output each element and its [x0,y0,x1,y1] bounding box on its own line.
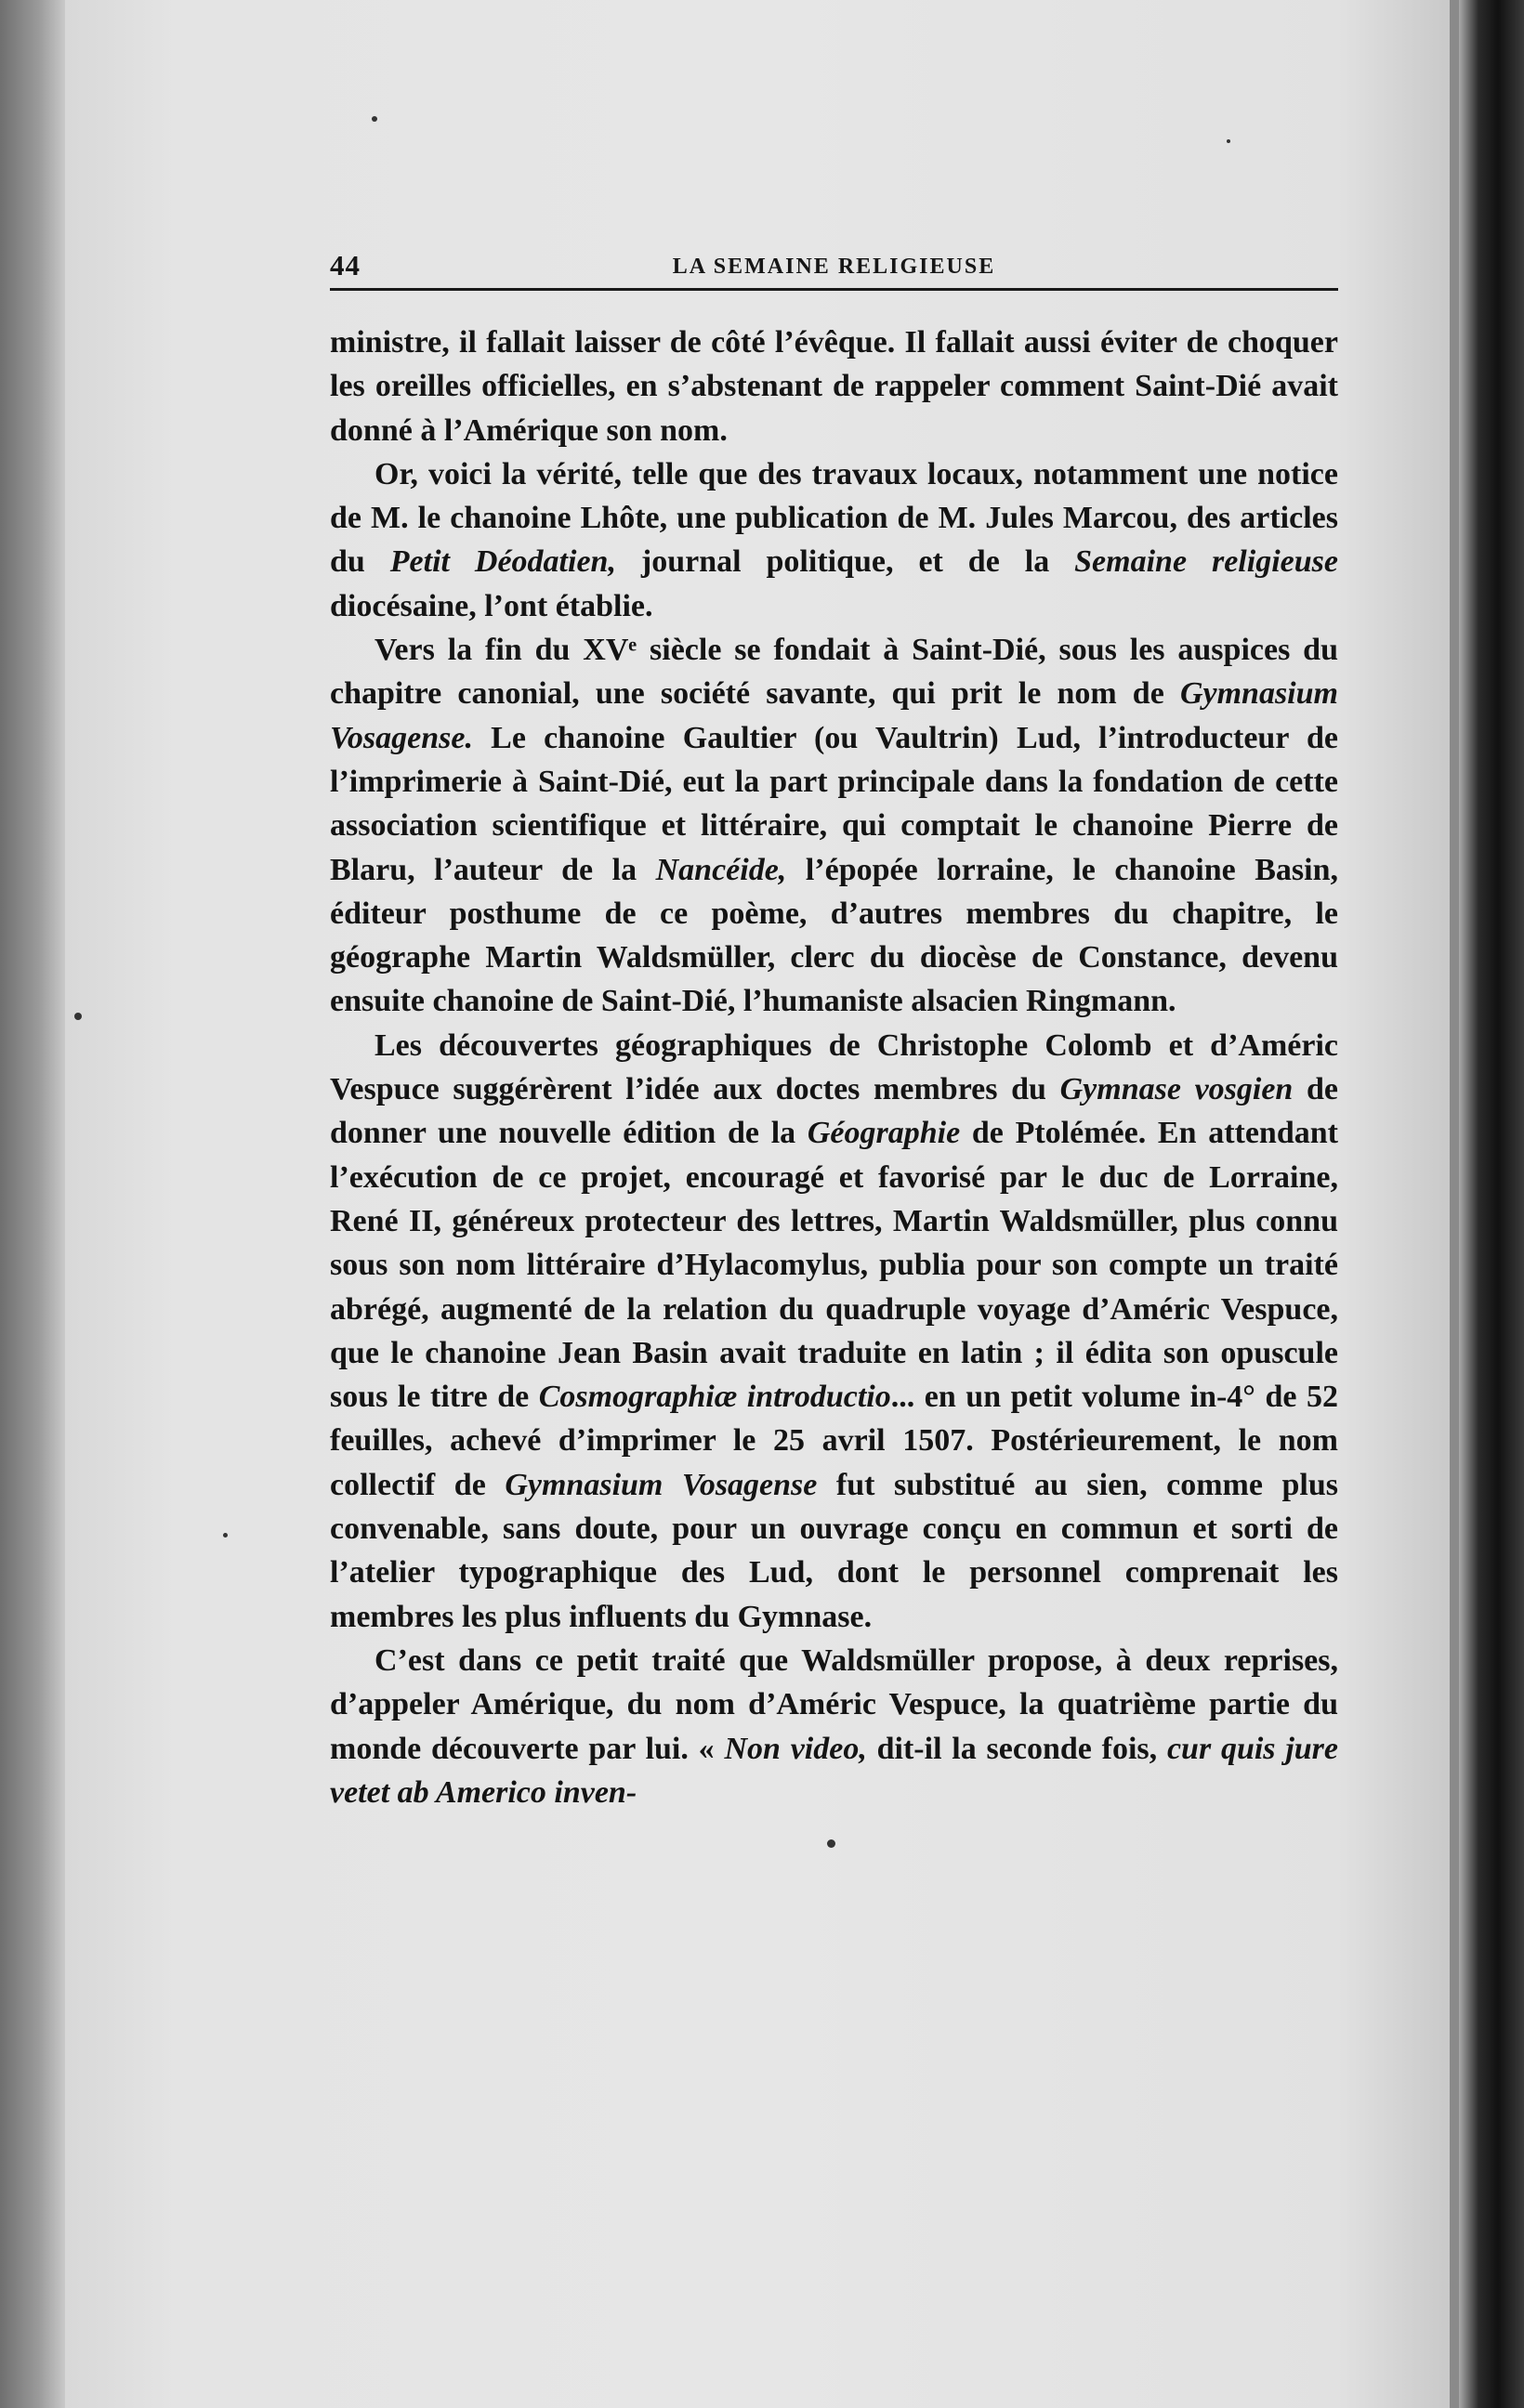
paragraph [330,1639,1338,1814]
page-number: 44 [330,249,361,281]
italic-text: Nancéide, [655,852,787,887]
text-segment: Le chanoine Gaultier (ou Vaultrin) Lud, l’introducteur de l’imprimerie à Saint-Dié, eut la part principale dans la fondation de cette association scientifique et littéraire, qui comptait le chanoine Pierre de Blaru, l’auteur de la [330,720,1338,887]
paragraph [330,321,1338,452]
italic-text: Cosmographiæ introductio [538,1380,891,1415]
paragraph [330,1024,1338,1639]
text-segment: Or, voici la vérité, telle que des travaux locaux, notamment une notice de M. le chanoine Lhôte, une publication de M. Jules Marcou, des articles du [330,456,1338,580]
text-segment: l’épopée lorraine, le chanoine Basin, éditeur posthume de ce poème, d’autres membres du chapitre, le géographe Martin Waldsmüller, clerc du diocèse de Constance, devenu ensuite chanoine de Saint-Dié, l’humaniste alsacien Ringmann. [330,852,1338,1019]
text-segment: dit-il la seconde fois, [866,1731,1167,1766]
italic-text: Gymnasium Vosagense [505,1467,818,1502]
body-text [330,321,1338,1814]
italic-text: Semaine religieuse [1074,544,1338,580]
italic-text: Petit Déodatien, [389,544,616,580]
text-segment: ministre, il fallait laisser de côté l’évêque. Il fallait aussi éviter de choquer les oreilles officielles, en s’abstenant de rappeler comment Saint-Dié avait donné à l’Amérique son nom. [330,325,1338,448]
italic-text: Gymnase vosgien [1059,1072,1294,1107]
running-head: LA SEMAINE RELIGIEUSE [672,255,996,279]
page-header [330,249,1338,291]
text-segment: de Ptolémée. En attendant l’exécution de ce projet, encouragé et favorisé par le duc de Lorraine, René II, généreux protecteur des lettres, Martin Waldsmüller, plus connu sous son nom littéraire d’Hylacomylus, publia pour son compte un traité abrégé, augmenté de la relation du quadruple voyage d’Améric Vespuce, que le chanoine Jean Basin avait traduite en latin ; il édita son opuscule sous le titre de [330,1116,1338,1415]
text-segment: diocésaine, l’ont établie. [330,588,653,623]
text-segment: ... en un petit volume in-4° de 52 feuilles, achevé d’imprimer le 25 avril 1507. Postérieurement, le nom collectif de [330,1380,1338,1502]
scan-right-margin [1459,0,1524,2408]
paper-speck [1227,139,1230,143]
paper-speck [827,1839,835,1848]
italic-text: Géographie [807,1116,961,1151]
paper-speck [74,1013,82,1020]
text-segment: Vers la fin du XVᵉ siècle se fondait à Saint-Dié, sous les auspices du chapitre canonial, une société savante, qui prit le nom de [330,633,1338,712]
paper-speck [223,1533,228,1538]
text-segment: journal politique, et de la [615,544,1075,580]
paper-speck [372,116,377,122]
paragraph [330,628,1338,1024]
text-segment: fut substitué au sien, comme plus convenable, sans doute, pour un ouvrage conçu en commun et sorti de l’atelier typographique des Lud, dont le personnel comprenait les membres les plus influents du Gymnase. [330,1467,1338,1634]
italic-text: Non video, [724,1731,867,1766]
text-segment: Les découvertes géographiques de Christophe Colomb et d’Améric Vespuce suggérèrent l’idée aux doctes membres du [330,1027,1338,1107]
scan-left-margin [0,0,65,2408]
italic-text: cur quis jure vetet ab Americo inven- [330,1731,1339,1810]
text-segment: C’est dans ce petit traité que Waldsmüller propose, à deux reprises, d’appeler Amérique, du nom d’Améric Vespuce, la quatrième partie du monde découverte par lui. « [330,1642,1338,1766]
paragraph [330,452,1338,628]
italic-text: Gymnasium Vosagense. [330,676,1338,755]
text-segment: de donner une nouvelle édition de la [330,1072,1339,1151]
